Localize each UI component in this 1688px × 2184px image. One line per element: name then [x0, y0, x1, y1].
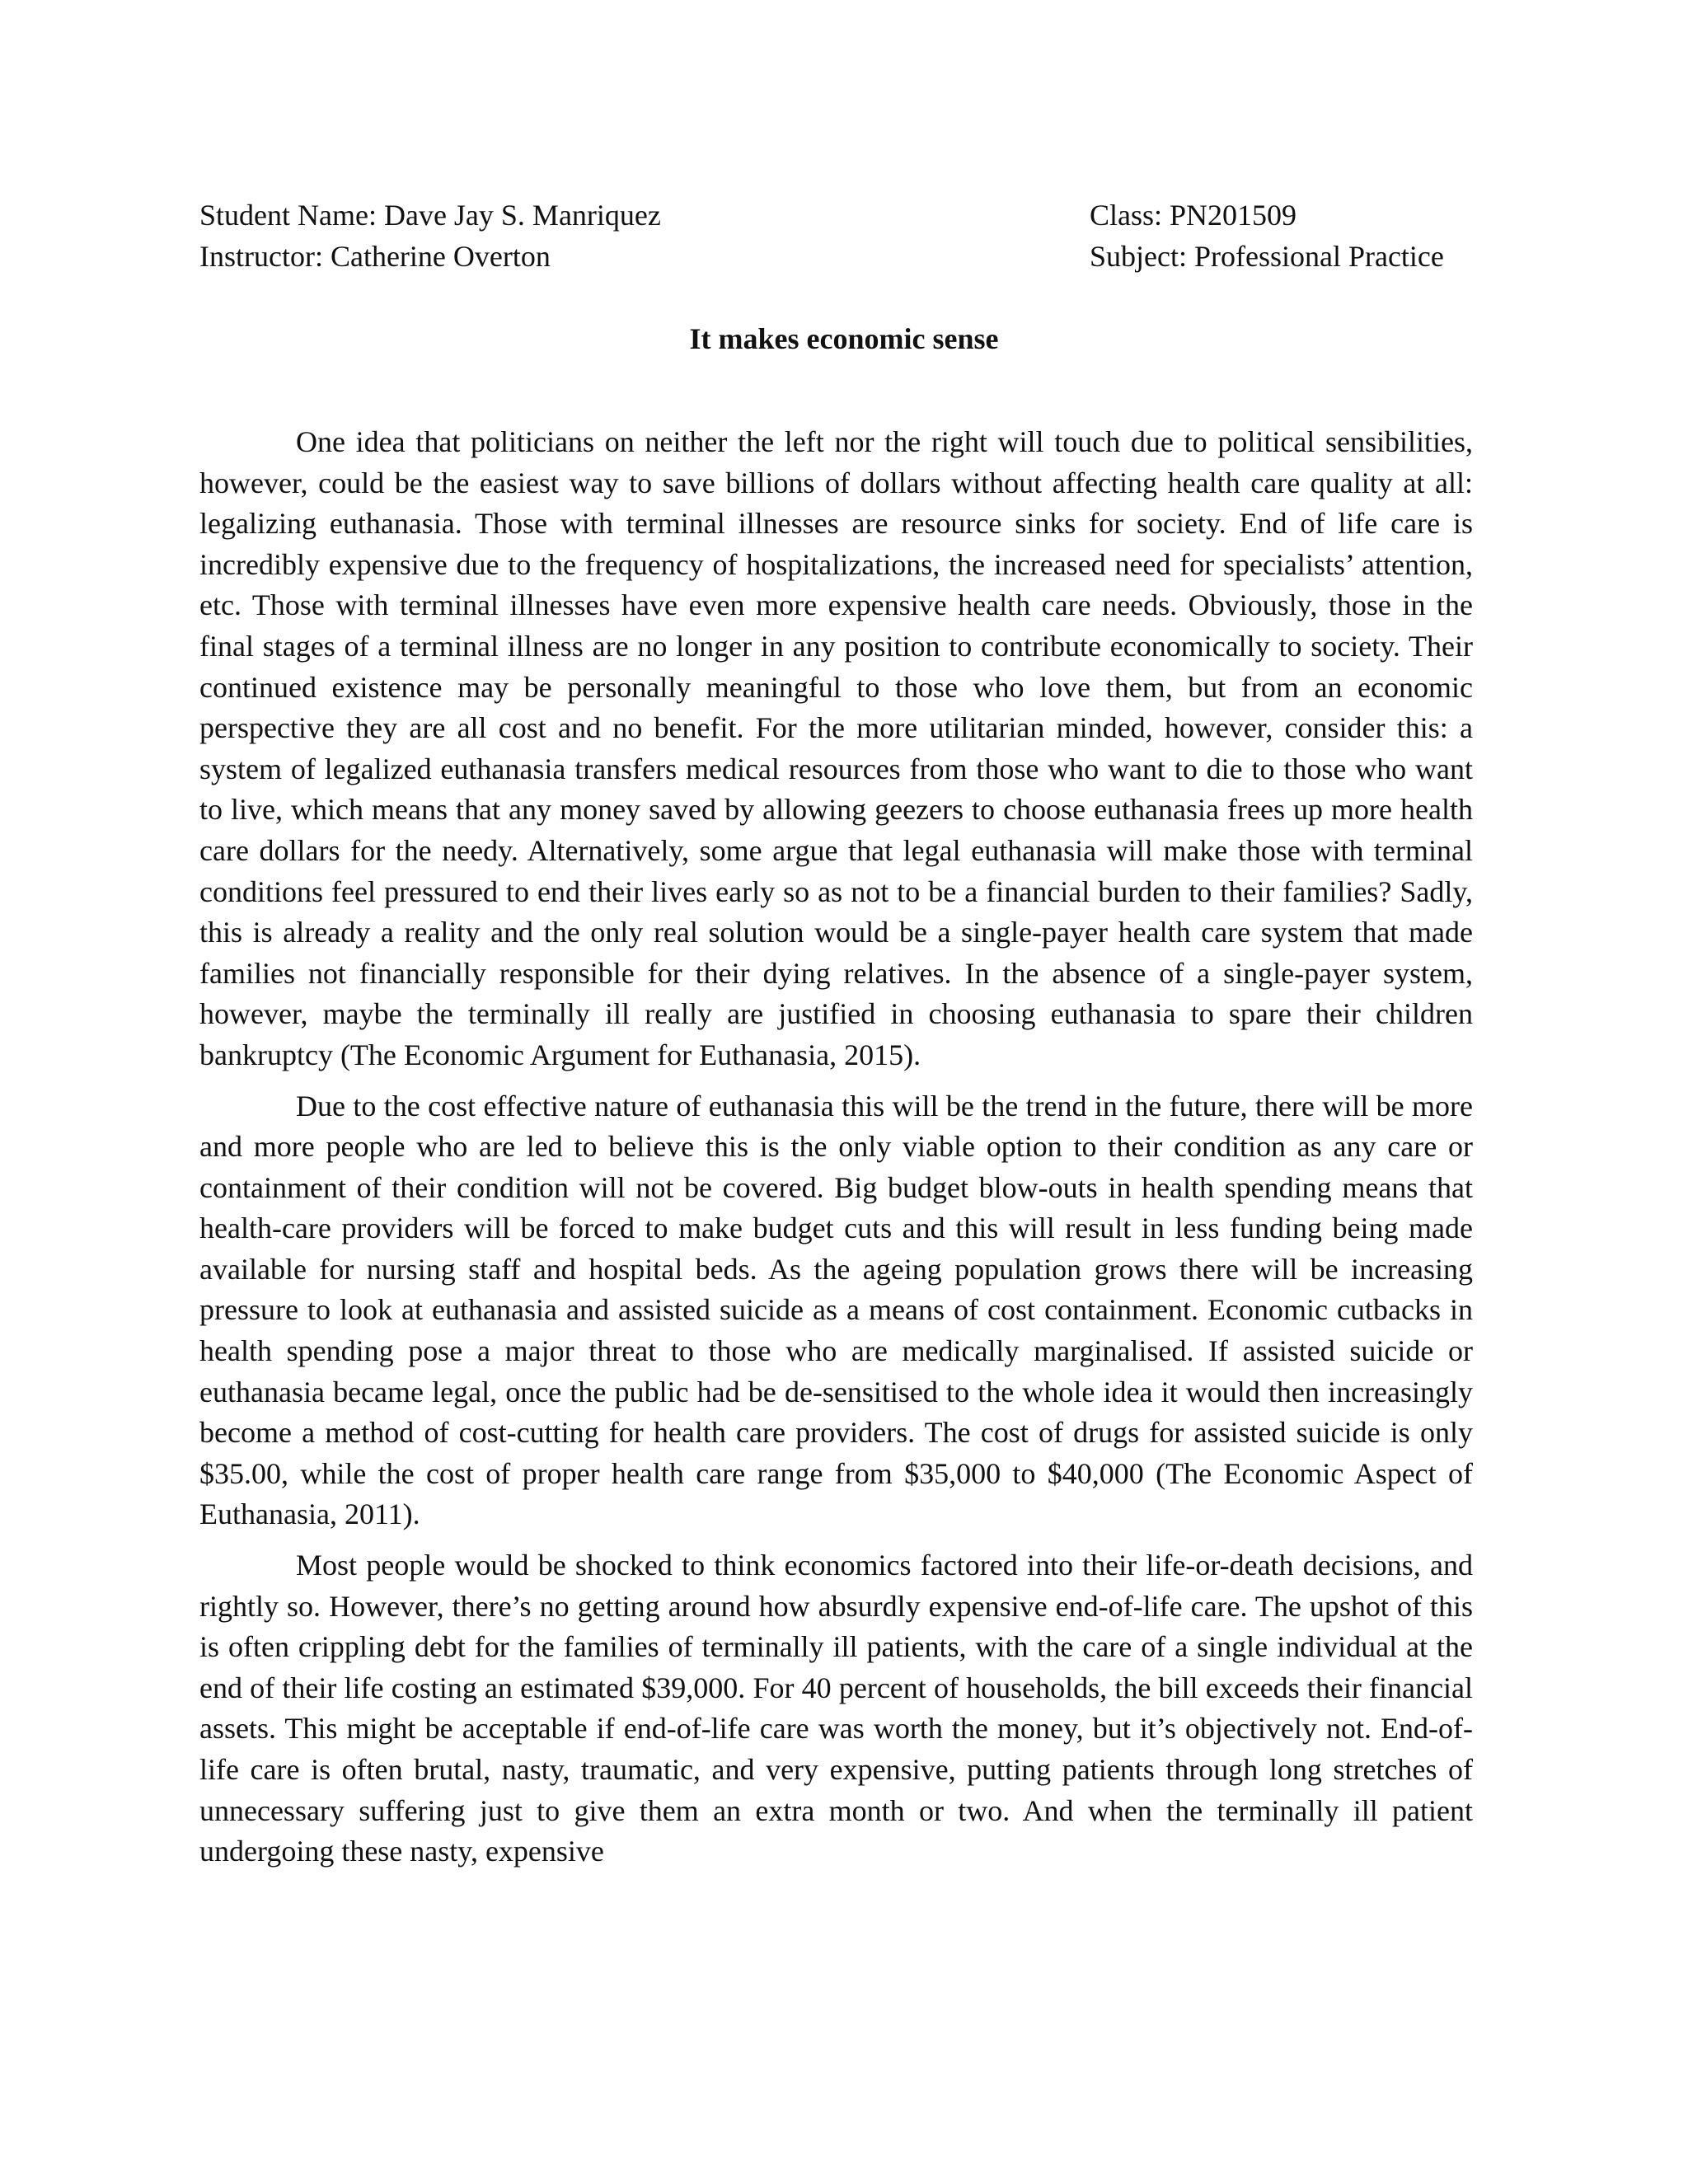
paragraph-1: One idea that politicians on neither the left nor the right will touch due to political sensibilities, however, could be the easiest way to save billions of dollars without affecting health care quality at all: legalizing euthanasia. Those with terminal illnesses are resource sinks for society. End of life care is incredibly expensive due to the frequency of hospitalizations, the increased need for specialists’ attention, etc. Those with terminal illnesses have even more expensive health care needs. Obviously, those in the final stages of a terminal illness are no longer in any position to contribute economically to society. Their continued existence may be personally meaningful to those who love them, but from an economic perspective they are all cost and no benefit. For the more utilitarian minded, however, consider this: a system of legalized euthanasia transfers medical resources from those who want to die to those who want to live, which means that any money saved by allowing geezers to choose euthanasia frees up more health care dollars for the needy. Alternatively, some argue that legal euthanasia will make those with terminal conditions feel pressured to end their lives early so as not to be a financial burden to their families? Sadly, this is already a reality and the only real solution would be a single-payer health care system that made families not financially responsible for their dying relatives. In the absence of a single-payer system, however, maybe the terminally ill really are justified in choosing euthanasia to spare their children bankruptcy (The Economic Argument for Euthanasia, 2015).: [199, 425, 1473, 1071]
subject-label: Subject: Professional Practice: [1090, 240, 1444, 273]
header-row-1: [199, 194, 1473, 236]
student-name: Student Name: Dave Jay S. Manriquez: [199, 199, 661, 232]
paragraph-3: Most people would be shocked to think economics factored into their life-or-death decisions, and rightly so. However, there’s no getting around how absurdly expensive end-of-life care. The upshot of this is often crippling debt for the families of terminally ill patients, with the care of a single individual at the end of their life costing an estimated $39,000. For 40 percent of households, the bill exceeds their financial assets. This might be acceptable if end-of-life care was worth the money, but it’s objectively not. End-of-life care is often brutal, nasty, traumatic, and very expensive, putting patients through long stretches of unnecessary suffering just to give them an extra month or two. And when the terminally ill patient undergoing these nasty, expensive: [199, 1549, 1473, 1868]
header-row-2: [199, 236, 1473, 277]
instructor-name: Instructor: Catherine Overton: [199, 240, 551, 273]
document-header: [199, 194, 1473, 277]
document-title: It makes economic sense: [689, 322, 999, 355]
document-body: [199, 422, 1473, 1882]
paragraph-2: Due to the cost effective nature of euthanasia this will be the trend in the future, there will be more and more people who are led to believe this is the only viable option to their condition as any care or containment of their condition will not be covered. Big budget blow-outs in health spending means that health-care providers will be forced to make budget cuts and this will result in less funding being made available for nursing staff and hospital beds. As the ageing population grows there will be increasing pressure to look at euthanasia and assisted suicide as a means of cost containment. Economic cutbacks in health spending pose a major threat to those who are medically marginalised. If assisted suicide or euthanasia became legal, once the public had be de-sensitised to the whole idea it would then increasingly become a method of cost-cutting for health care providers. The cost of drugs for assisted suicide is only $35.00, while the cost of proper health care range from $35,000 to $40,000 (The Economic Aspect of Euthanasia, 2011).: [199, 1089, 1473, 1531]
class-label: Class: PN201509: [1090, 199, 1297, 232]
